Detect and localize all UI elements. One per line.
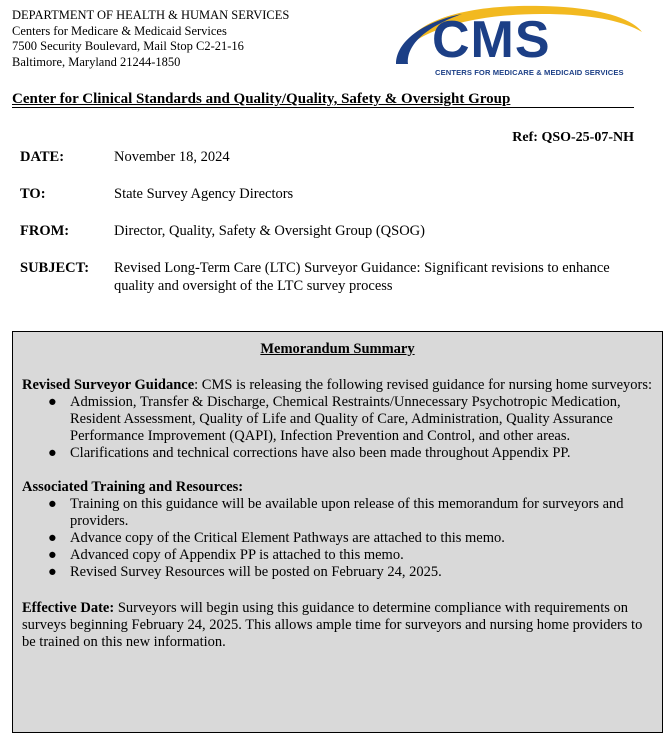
- memo-header-label: TO:: [20, 186, 46, 202]
- revised-guidance-paragraph: [22, 377, 652, 394]
- agency-line: Centers for Medicare & Medicaid Services: [12, 23, 227, 38]
- revised-guidance-list: [13, 394, 662, 462]
- bullet-icon: ●: [48, 564, 57, 580]
- memo-header-label: DATE:: [20, 149, 65, 165]
- list-item-text: Clarifications and technical corrections have also been made throughout Appendix PP.: [70, 445, 571, 461]
- list-item: [13, 394, 662, 445]
- group-heading: Center for Clinical Standards and Quality/Quality, Safety & Oversight Group: [12, 91, 511, 107]
- reference-number: Ref: QSO-25-07-NH: [512, 130, 634, 145]
- memo-header-value: Director, Quality, Safety & Oversight Group (QSOG): [114, 223, 425, 239]
- cms-logo: [392, 2, 644, 82]
- list-item: [13, 496, 662, 530]
- memo-header-label: SUBJECT:: [20, 260, 90, 276]
- list-item-text: Admission, Transfer & Discharge, Chemical Restraints/Unnecessary Psychotropic Medication, Resident Assessment, Quality of Life and Quality of Care, Administration, Quality Assurance Performance Improvement (QAPI), Infection Prevention and Control, and other areas.: [70, 394, 621, 444]
- memorandum-summary-box: [12, 331, 663, 733]
- list-item-text: Advance copy of the Critical Element Pathways are attached to this memo.: [70, 530, 505, 546]
- bullet-icon: ●: [48, 547, 57, 563]
- list-item: [13, 530, 662, 547]
- revised-guidance-text: : CMS is releasing the following revised guidance for nursing home surveyors:: [194, 377, 653, 393]
- memo-header-label: FROM:: [20, 223, 70, 239]
- training-list: [13, 496, 662, 581]
- agency-address-block: [12, 8, 289, 70]
- training-paragraph: [22, 479, 652, 496]
- agency-line: 7500 Security Boulevard, Mail Stop C2-21-16: [12, 39, 244, 53]
- list-item-text: Advanced copy of Appendix PP is attached to this memo.: [70, 547, 404, 563]
- list-item-text: Revised Survey Resources will be posted on February 24, 2025.: [70, 564, 442, 580]
- training-heading: Associated Training and Resources:: [22, 479, 244, 495]
- summary-title: Memorandum Summary: [260, 341, 415, 357]
- cms-logo-text: CMS: [432, 11, 551, 69]
- memo-header-value: State Survey Agency Directors: [114, 186, 294, 202]
- list-item: [13, 564, 662, 581]
- list-item-text: Training on this guidance will be available upon release of this memorandum for surveyors and providers.: [70, 496, 624, 529]
- cms-logo-subtitle: CENTERS FOR MEDICARE & MEDICAID SERVICES: [435, 68, 624, 77]
- effective-date-heading: Effective Date:: [22, 600, 115, 616]
- agency-line: Baltimore, Maryland 21244-1850: [12, 54, 181, 69]
- revised-guidance-heading: Revised Surveyor Guidance: [22, 377, 195, 393]
- memo-header-value: November 18, 2024: [114, 149, 230, 165]
- agency-line: DEPARTMENT OF HEALTH & HUMAN SERVICES: [12, 8, 290, 22]
- memo-header-value: Revised Long-Term Care (LTC) Surveyor Guidance: Significant revisions to enhance quality and oversight of the LTC survey process: [114, 260, 610, 294]
- bullet-icon: ●: [48, 530, 57, 546]
- effective-date-paragraph: [22, 600, 652, 651]
- list-item: [13, 445, 662, 462]
- bullet-icon: ●: [48, 445, 57, 461]
- list-item: [13, 547, 662, 564]
- bullet-icon: ●: [48, 394, 57, 410]
- effective-date-text: Surveyors will begin using this guidance to determine compliance with requirements on surveys beginning February 24, 2025. This allows ample time for surveyors and nursing home providers to be trained on this new information.: [22, 600, 643, 650]
- bullet-icon: ●: [48, 496, 57, 512]
- group-heading-rule: [12, 90, 634, 108]
